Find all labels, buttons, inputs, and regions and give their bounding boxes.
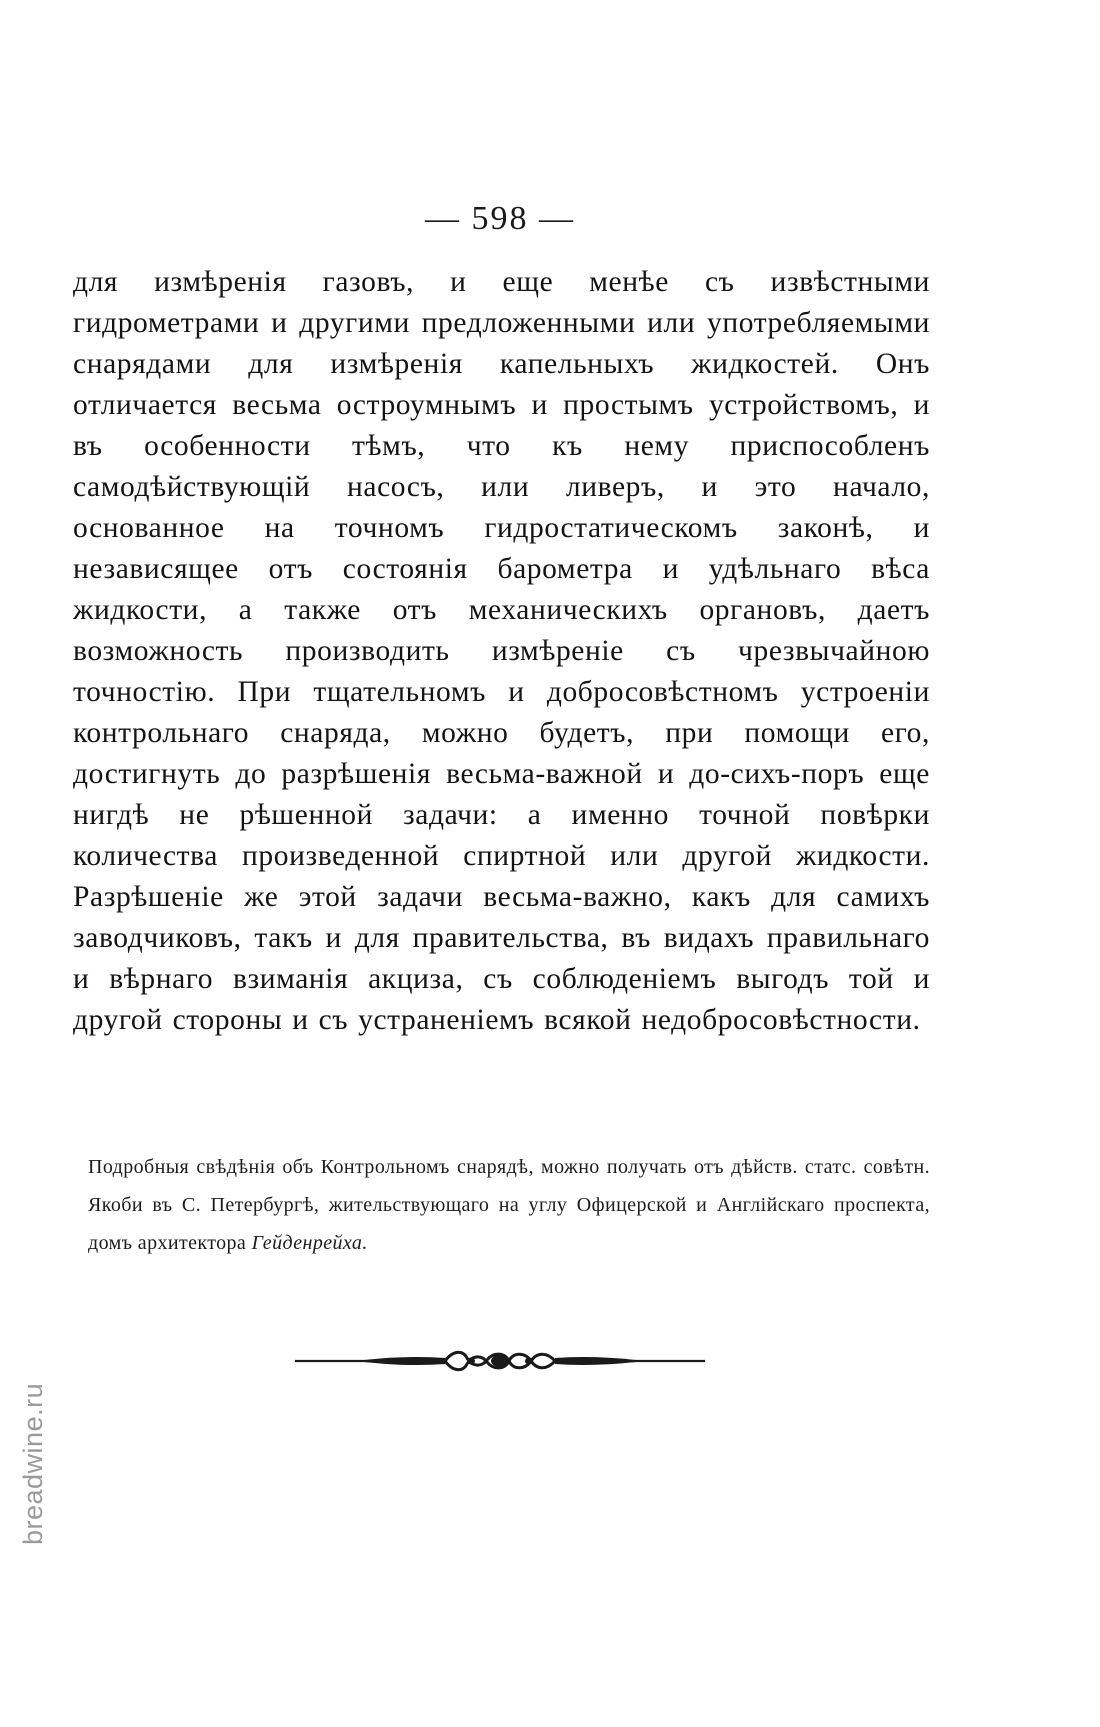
- page-number: — 598 —: [425, 200, 575, 237]
- watermark-text: breadwine.ru: [18, 1382, 48, 1545]
- architect-name: Гейденрейха.: [251, 1232, 368, 1254]
- footnote-text: Подробныя свѣдѣнія объ Контрольномъ снарядѣ, можно получать отъ дѣйств. статс. совѣтн. Якоби въ С. Петербургѣ, жительствующаго на углу Офицерской и Англійскаго проспекта, домъ архитектора: [88, 1156, 930, 1254]
- footnote: [88, 1148, 930, 1262]
- ornament-divider: [295, 1346, 705, 1376]
- main-paragraph: для измѣренія газовъ, и еще менѣе съ извѣстными гидрометрами и другими предложенными или употребляемыми снарядами для измѣренія капельныхъ жидкостей. Онъ отличается весьма остроумнымъ и простымъ устройствомъ, и въ особенности тѣмъ, что къ нему приспособленъ самодѣйствующій насосъ, или ливеръ, и это начало, основанное на точномъ гидростатическомъ законѣ, и независящее отъ состоянія барометра и удѣльнаго вѣса жидкости, а также отъ механическихъ органовъ, даетъ возможность производить измѣреніе съ чрезвычайною точностію. При тщательномъ и добросовѣстномъ устроеніи контрольнаго снаряда, можно будетъ, при помощи его, достигнуть до разрѣшенія весьма-важной и до-сихъ-поръ еще нигдѣ не рѣшенной задачи: а именно точной повѣрки количества произведенной спиртной или другой жидкости. Разрѣшеніе же этой задачи весьма-важно, какъ для самихъ заводчиковъ, такъ и для правительства, въ видахъ правильнаго и вѣрнаго взиманія акциза, съ соблюденіемъ выгодъ той и другой стороны и съ устраненіемъ всякой недобросовѣстности.: [73, 266, 930, 1036]
